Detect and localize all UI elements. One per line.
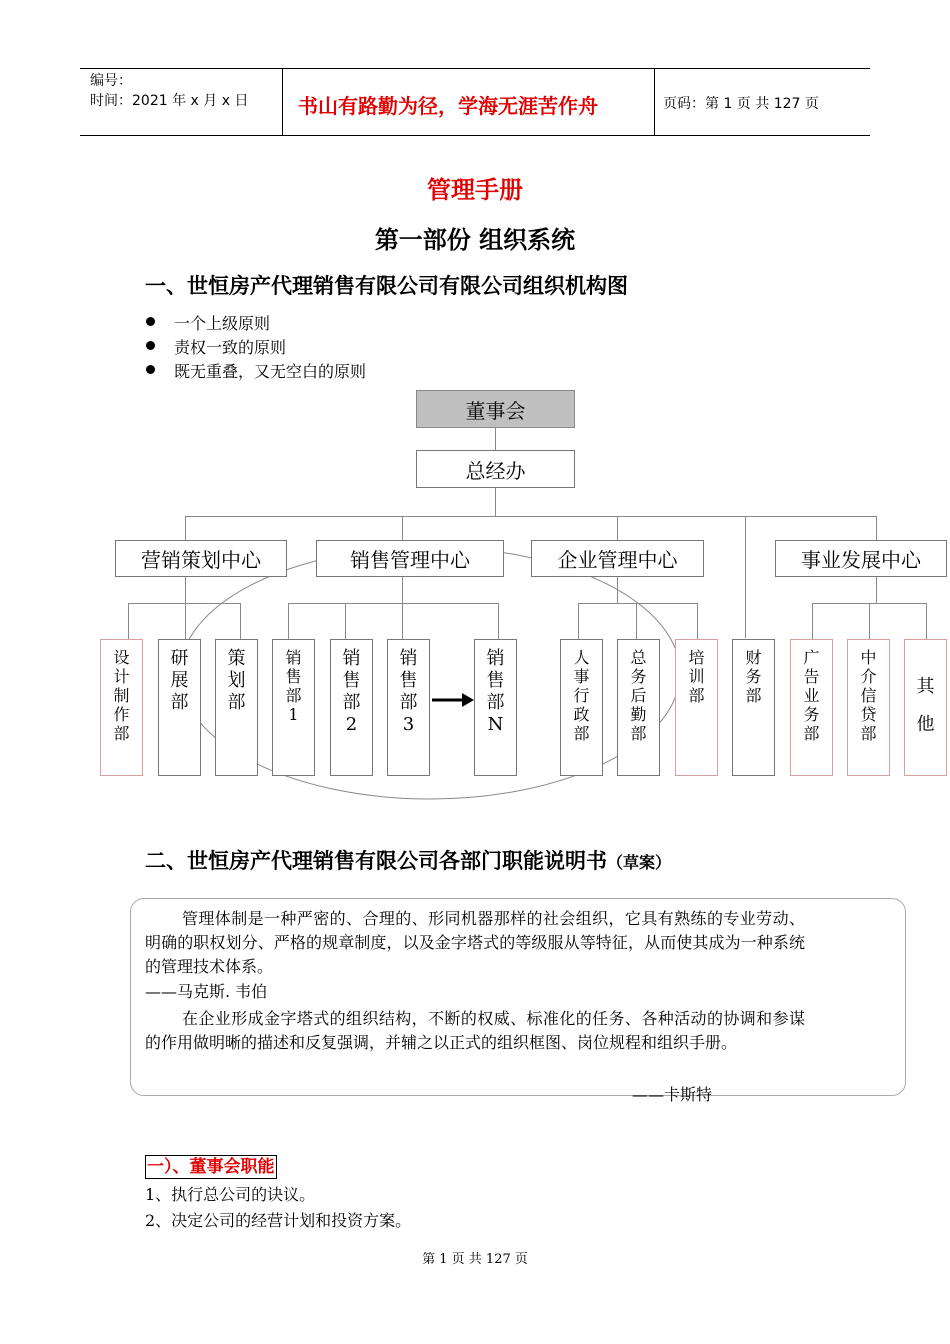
page-info: 页码：第 1 页 共 127 页 [663, 96, 819, 112]
dept-label-char: 部 [860, 724, 877, 743]
dept-box [272, 639, 315, 776]
connector [185, 516, 186, 540]
dept-label-char: 训 [688, 667, 705, 686]
dept-label-char: 务 [803, 705, 820, 724]
connector [617, 516, 618, 540]
dept-label-char: 部 [170, 692, 189, 713]
dept-label-char: 部 [630, 724, 647, 743]
dept-label-char: 3 [402, 714, 415, 735]
center-box: 销售管理中心 [316, 540, 504, 577]
connector [812, 603, 813, 639]
dept-label-char: 部 [803, 724, 820, 743]
subsection-title: 一）、董事会职能 [147, 1157, 275, 1177]
document-title: 管理手册 [427, 176, 523, 204]
center-box: 营销策划中心 [115, 540, 287, 577]
dept-label-char: 财 [745, 648, 762, 667]
quote-paragraph-1: 管理体制是一种严密的、合理的、形同机器那样的社会组织，它具有熟练的专业劳动、明确的职权划分、严格的规章制度，以及金字塔式的等级服从等特征，从而使其成为一种系统的管理技术体系。 [145, 909, 805, 976]
dept-label-char: N [487, 714, 504, 735]
center-box: 事业发展中心 [775, 540, 947, 577]
dept-label-char: 勤 [630, 705, 647, 724]
dept-label-char: 部 [573, 724, 590, 743]
section-2-title [145, 845, 671, 875]
dept-label-char: 部 [342, 692, 361, 713]
connector [498, 603, 499, 639]
quote-author-1: ——马克斯. 韦伯 [145, 982, 268, 1001]
dept-label-char: 培 [688, 648, 705, 667]
dept-box [100, 639, 143, 776]
dept-label-char: 贷 [860, 705, 877, 724]
dept-label-char: 销 [486, 648, 505, 669]
section-2-title-text: 二、世恒房产代理销售有限公司各部门职能说明书 [145, 849, 607, 873]
principle-text: 一个上级原则 [174, 314, 271, 333]
part-title: 第一部份 组织系统 [374, 226, 576, 254]
dept-label-char: 部 [399, 692, 418, 713]
dept-label-char: 设 [113, 648, 130, 667]
dept-label-char: 部 [113, 724, 130, 743]
dept-label-char: 部 [285, 686, 302, 705]
dept-label-char: 售 [285, 667, 302, 686]
dept-label-char: 告 [803, 667, 820, 686]
time-label: 时间：2021 年 x 月 x 日 [90, 93, 249, 109]
connector [185, 577, 186, 603]
connector [402, 516, 403, 540]
dept-box [675, 639, 718, 776]
connector [578, 603, 579, 639]
connector [185, 516, 877, 517]
dept-label-char: 行 [573, 686, 590, 705]
connector [636, 603, 637, 639]
connector [495, 428, 496, 450]
dept-label-char: 信 [860, 686, 877, 705]
dept-label-char: 事 [573, 667, 590, 686]
dept-box [847, 639, 890, 776]
header-motto: 书山有路勤为径，学海无涯苦作舟 [298, 94, 598, 118]
connector [578, 603, 698, 604]
dept-box [732, 639, 775, 776]
page-footer: 第 1 页 共 127 页 [422, 1252, 528, 1267]
arrow-head-icon [462, 693, 474, 707]
connector [876, 577, 877, 603]
dept-label-char: 总 [630, 648, 647, 667]
dept-label-char: 销 [342, 648, 361, 669]
connector [402, 577, 403, 603]
dept-box [158, 639, 201, 776]
dept-label-char: 介 [860, 667, 877, 686]
dept-box [790, 639, 833, 776]
board-box: 董事会 [416, 390, 575, 428]
dept-label-char: 部 [745, 686, 762, 705]
connector [876, 516, 877, 540]
dept-label-char: 部 [688, 686, 705, 705]
dept-label-char: 人 [573, 648, 590, 667]
dept-label-char: 业 [803, 686, 820, 705]
dept-box [330, 639, 373, 776]
dept-label-char: 计 [113, 667, 130, 686]
dept-label-char: 制 [113, 686, 130, 705]
dept-label-char: 政 [573, 705, 590, 724]
dept-label-char: 售 [399, 670, 418, 691]
dept-label-char: 研 [170, 648, 189, 669]
quote-author-2: ——卡斯特 [632, 1085, 713, 1104]
connector [240, 603, 241, 639]
dept-label-char: 划 [227, 670, 246, 691]
connector [402, 603, 403, 639]
dept-label-char: 售 [486, 670, 505, 691]
dept-label-char: 部 [227, 692, 246, 713]
connector [288, 603, 289, 639]
section-2-note: （草案） [607, 853, 672, 872]
connector [185, 603, 186, 639]
dept-label-char: 2 [345, 714, 358, 735]
connector [288, 603, 499, 604]
connector [495, 488, 496, 516]
duty-item: 1、执行总公司的诀议。 [145, 1185, 316, 1204]
gm-office-box: 总经办 [416, 450, 575, 488]
dept-label-char: 中 [860, 648, 877, 667]
dept-label-char: 务 [745, 667, 762, 686]
dept-label-char: 部 [486, 692, 505, 713]
dept-label-char: 务 [630, 667, 647, 686]
section-1-title: 一、世恒房产代理销售有限公司有限公司组织机构图 [145, 274, 628, 298]
principle-text: 既无重叠，又无空白的原则 [174, 362, 367, 381]
quote-paragraph-2: 在企业形成金字塔式的组织结构，不断的权威、标准化的任务、各种活动的协调和参谋的作用做明晰的描述和反复强调，并辅之以正式的组织框图、岗位规程和组织手册。 [145, 1009, 805, 1052]
serial-label: 编号： [90, 73, 132, 89]
dept-box [387, 639, 430, 776]
dept-box [617, 639, 660, 776]
dept-label-char: 策 [227, 648, 246, 669]
dept-label-char: 后 [630, 686, 647, 705]
dept-box [904, 639, 947, 776]
dept-label-char: 广 [803, 648, 820, 667]
connector [617, 577, 618, 603]
dept-label-char: 展 [170, 670, 189, 691]
connector [128, 603, 129, 639]
dept-label-char: 1 [288, 705, 299, 724]
connector [869, 603, 870, 639]
dept-box [560, 639, 603, 776]
dept-label-char: 他 [916, 714, 935, 735]
dept-label-char: 销 [399, 648, 418, 669]
dept-label-char: 销 [285, 648, 302, 667]
dept-label-char: 售 [342, 670, 361, 691]
dept-label-char: 其 [916, 676, 935, 697]
connector [745, 516, 746, 638]
dept-box [215, 639, 258, 776]
connector [345, 603, 346, 639]
principle-text: 责权一致的原则 [174, 338, 287, 357]
connector [697, 603, 698, 639]
duty-item: 2、决定公司的经营计划和投资方案。 [145, 1211, 412, 1230]
dept-label-char: 作 [113, 705, 130, 724]
dept-box [474, 639, 517, 776]
connector [926, 603, 927, 639]
center-box: 企业管理中心 [531, 540, 704, 577]
